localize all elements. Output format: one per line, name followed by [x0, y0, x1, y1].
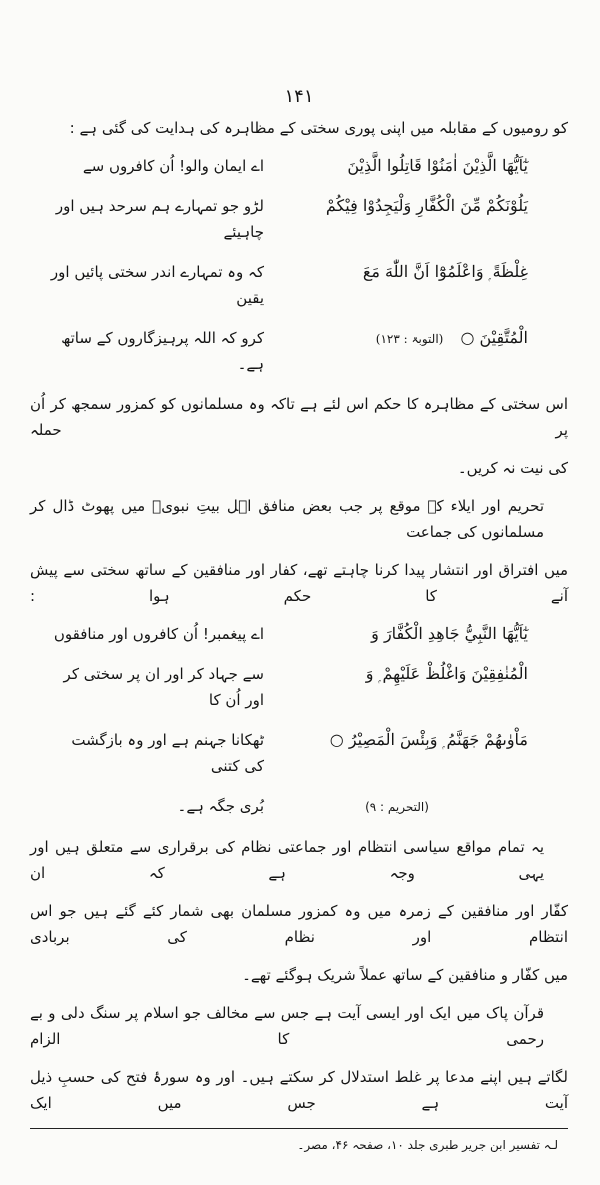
paragraph-line: تحریم اور ایلاء کے موقع پر جب بعض منافق اہل بیتِ نبویؐ میں پھوٹ ڈال کر مسلمانوں کی جماعت: [30, 497, 544, 541]
verse-arabic-line: غِلْظَةً ۭ وَاعْلَمُوْٓا اَنَّ اللّٰهَ مَعَ: [362, 262, 528, 281]
paragraph-line: لگاتے ہیں اپنے مدعا پر غلط استدلال کر سکتے ہیں۔ اور وہ سورۂ فتح کی حسبِ ذیل آیت ہے جس میں ایک: [30, 1068, 568, 1112]
footnote-divider: [30, 1128, 568, 1129]
translation-line: لڑو جو تمہارے ہم سرحد ہیں اور چاہیئے: [55, 197, 264, 241]
verse-arabic-line: مَاْوٰىهُمْ جَهَنَّمُ ۭ وَبِئْسَ الْمَصِيْرُ ○: [329, 730, 528, 749]
verse-arabic-line: يٰٓاَيُّهَا الَّذِيْنَ اٰمَنُوْا قَاتِلُوا الَّذِيْنَ: [347, 156, 528, 175]
verse-block-2: [50, 621, 528, 820]
verse-arabic-line: يَلُوْنَكُمْ مِّنَ الْكُفَّارِ وَلْيَجِدُوْا فِيْكُمْ: [325, 196, 528, 215]
paragraph-line: قرآن پاک میں ایک اور ایسی آیت ہے جس سے مخالف جو اسلام پر سنگ دلی و بے رحمی کا الزام: [30, 1004, 544, 1048]
verse-arabic-line: الْمُنٰفِقِيْنَ وَاغْلُظْ عَلَيْهِمْ ۭ وَ: [365, 664, 528, 683]
translation-line: ٹھکانا جہنم ہے اور وہ بازگشت کی کتنی: [71, 731, 264, 775]
translation-line: اے ایمان والو! اُن کافروں سے: [82, 157, 264, 175]
verse-arabic-row: [278, 325, 528, 377]
page-number: ۱۴۱: [284, 86, 314, 107]
intro-line: کو رومیوں کے مقابلہ میں اپنی پوری سختی کے مظاہرہ کی ہدایت کی گئی ہے :: [69, 119, 568, 137]
translation-line: کرو کہ اللہ پرہیزگاروں کے ساتھ ہے۔: [61, 329, 264, 373]
translation-line: بُری جگہ ہے۔: [177, 797, 264, 815]
verse-reference-row: [278, 793, 528, 820]
paragraph-line: یہ تمام مواقع سیاسی انتظام اور جماعتی نظام کی برقراری سے متعلق ہیں اور یہی وجہ ہے کہ ان: [30, 838, 544, 882]
paragraph-line: میں افتراق اور انتشار پیدا کرنا چاہتے تھے، کفار اور منافقین کے ساتھ سختی سے پیش آنے کا حکم ہوا :: [30, 561, 568, 605]
paragraph-line: اس سختی کے مظاہرہ کا حکم اس لئے ہے تاکہ وہ مسلمانوں کو کمزور سمجھ کر اُن پر حملہ: [30, 395, 568, 439]
translation-line: اے پیغمبر! اُن کافروں اور منافقوں: [53, 625, 264, 643]
paragraph-line: کفّار اور منافقین کے زمرہ میں وہ کمزور مسلمان بھی شمار کئے گئے ہیں جو اس انتظام اور نظام کی بربادی: [30, 902, 568, 946]
paragraph-line: میں کفّار و منافقین کے ساتھ عملاً شریک ہوگئے تھے۔: [242, 966, 568, 984]
translation-line: کہ وہ تمہارے اندر سختی پائیں اور یقین: [50, 263, 264, 307]
footnote: لـہ تفسیر ابن جریر طبری جلد ۱۰، صفحہ ۴۶، مصر۔: [297, 1138, 558, 1152]
verse-arabic-line: الْمُتَّقِيْنَ ○: [460, 328, 528, 347]
verse-reference: (التوبۃ : ۱۲۳): [375, 332, 444, 346]
translation-line: سے جہاد کر اور ان پر سختی کر اور اُن کا: [63, 665, 264, 709]
verse-reference: (التحریم : ۹): [365, 800, 429, 814]
verse-block-1: [50, 153, 528, 377]
paragraph-line: کی نیت نہ کریں۔: [457, 459, 568, 477]
verse-arabic-line: يٰٓاَيُّهَا النَّبِيُّ جَاهِدِ الْكُفَّارَ وَ: [371, 624, 528, 643]
